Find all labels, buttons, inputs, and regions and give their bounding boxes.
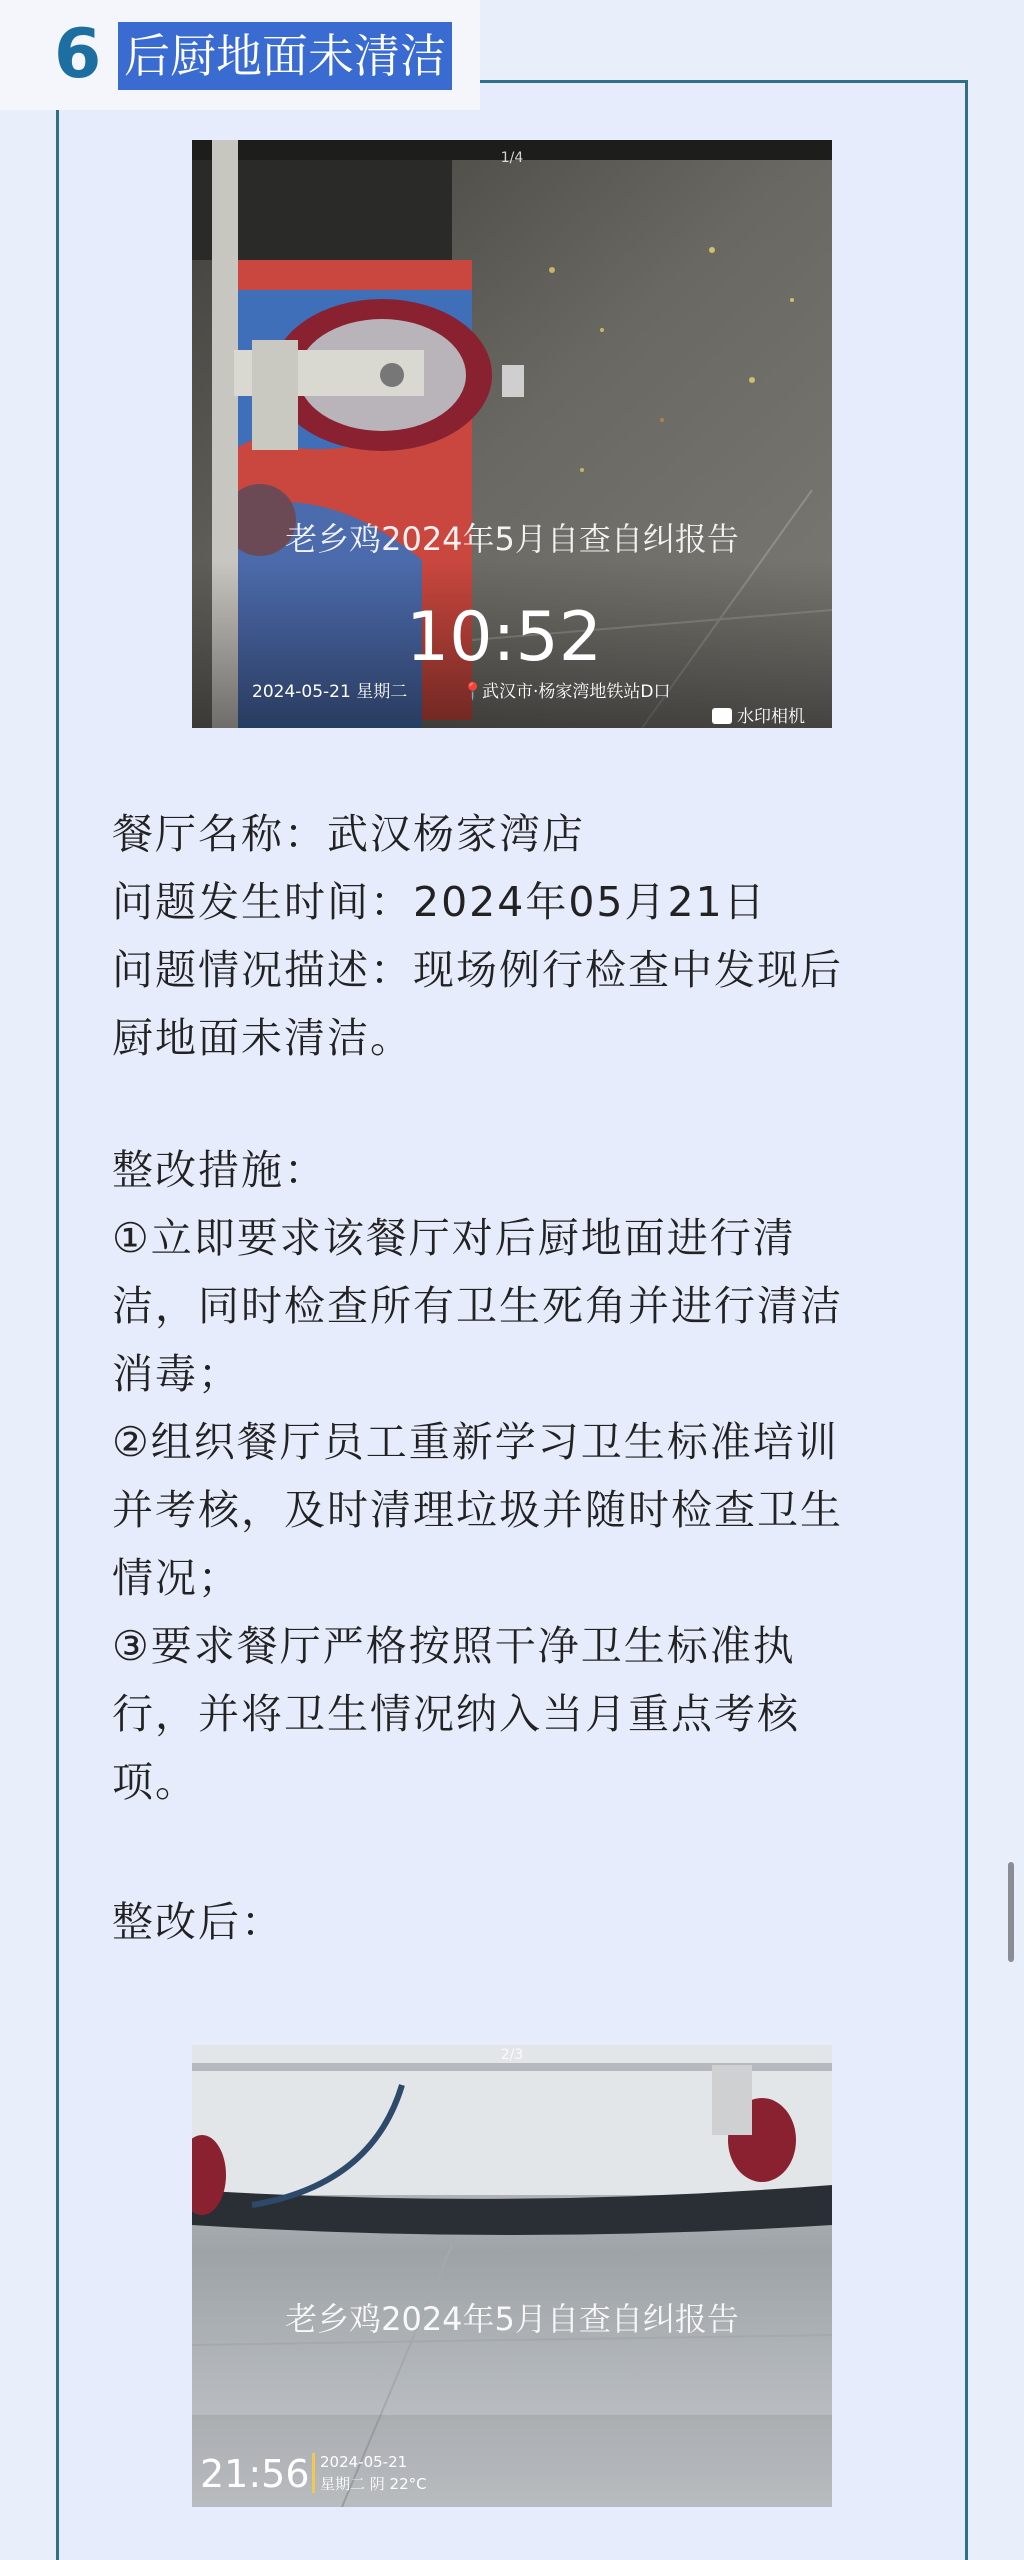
before-watermark-title: 老乡鸡2024年5月自查自纠报告 — [285, 520, 739, 558]
camera-icon — [712, 708, 732, 724]
scrollbar-thumb[interactable] — [1008, 1862, 1014, 1962]
before-page-indicator: 1/4 — [500, 150, 524, 166]
measure-line: ③要求餐厅严格按照干净卫生标准执 — [112, 1622, 796, 1670]
after-heading: 整改后： — [112, 1898, 284, 1946]
measure-line: 洁，同时检查所有卫生死角并进行清洁 — [112, 1282, 843, 1330]
measure-line: ①立即要求该餐厅对后厨地面进行清 — [112, 1214, 796, 1262]
measure-line: 并考核，及时清理垃圾并随时检查卫生 — [112, 1486, 843, 1534]
after-time: 21:56 — [200, 2452, 310, 2496]
after-section — [112, 1888, 912, 1956]
before-photo[interactable] — [192, 140, 832, 728]
after-photo[interactable] — [192, 2045, 832, 2507]
after-weather: 星期二 阴 22°C — [320, 2475, 427, 2493]
issue-description: 问题情况描述：现场例行检查中发现后 — [112, 946, 843, 994]
measure-line: 行，并将卫生情况纳入当月重点考核 — [112, 1690, 800, 1738]
after-date: 2024-05-21 — [320, 2453, 408, 2471]
section-title: 后厨地面未清洁 — [118, 22, 452, 90]
before-date: 2024-05-21 星期二 — [252, 682, 408, 702]
section-number: 6 — [54, 15, 102, 94]
restaurant-name: 餐厅名称：武汉杨家湾店 — [112, 810, 585, 858]
section-heading — [0, 0, 480, 110]
measure-line: 项。 — [112, 1758, 198, 1806]
after-page-indicator: 2/3 — [500, 2047, 524, 2063]
issue-description-cont: 厨地面未清洁。 — [112, 1014, 413, 1062]
before-camera-label: 水印相机 — [737, 707, 805, 727]
measure-line: 消毒； — [112, 1350, 241, 1398]
before-location: 武汉市·杨家湾地铁站D口 — [482, 682, 671, 702]
before-time: 10:52 — [406, 598, 602, 677]
measures-section — [112, 1136, 912, 1816]
measures-heading: 整改措施： — [112, 1146, 327, 1194]
issue-details — [112, 800, 912, 1072]
measure-line: ②组织餐厅员工重新学习卫生标准培训 — [112, 1418, 839, 1466]
after-watermark-title: 老乡鸡2024年5月自查自纠报告 — [285, 2300, 739, 2338]
location-pin-icon: 📍 — [462, 682, 484, 702]
measure-line: 情况； — [112, 1554, 241, 1602]
issue-time: 问题发生时间：2024年05月21日 — [112, 878, 767, 926]
